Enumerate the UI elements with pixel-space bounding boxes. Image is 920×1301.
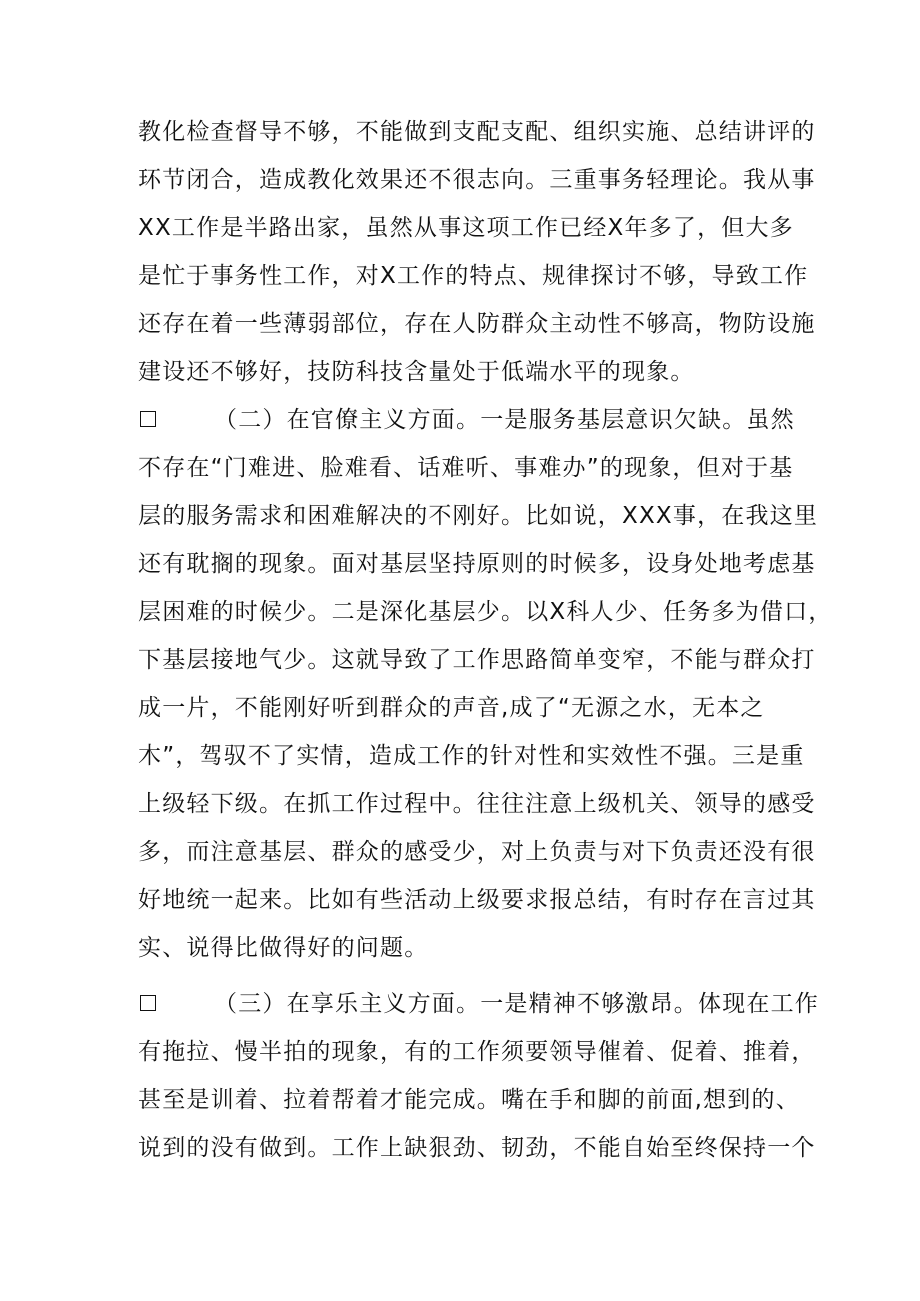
text-line: 多，而注意基层、群众的感受少，对上负责与对下负责还没有很 (138, 839, 816, 865)
text-line: 环节闭合，造成教化效果还不很志向。三重事务轻理论。我从事 (138, 167, 816, 193)
text-line: 建设还不够好，技防科技含量处于低端水平的现象。 (138, 359, 695, 385)
text-line: 层的服务需求和困难解决的不刚好。比如说，XXX事，在我这里 (138, 503, 819, 529)
checkbox-icon[interactable] (140, 995, 156, 1011)
text-line: XX工作是半路出家，虽然从事这项工作已经X年多了，但大多 (138, 215, 794, 241)
text-line: 甚至是训着、拉着帮着才能完成。嘴在手和脚的前面,想到的、 (138, 1087, 800, 1113)
text-line: 成一片，不能刚好听到群众的声音,成了“无源之水，无本之 (138, 695, 765, 721)
text-line: 还存在着一些薄弱部位，存在人防群众主动性不够高，物防设施 (138, 311, 816, 337)
text-line: 下基层接地气少。这就导致了工作思路简单变窄，不能与群众打 (138, 647, 816, 673)
text-line: 说到的没有做到。工作上缺狠劲、韧劲，不能自始至终保持一个 (138, 1135, 816, 1161)
section-heading-line: （二）在官僚主义方面。一是服务基层意识欠缺。虽然 (214, 407, 795, 433)
text-line: 实、说得比做得好的问题。 (138, 935, 429, 961)
checkbox-icon[interactable] (140, 411, 156, 427)
text-line: 有拖拉、慢半拍的现象，有的工作须要领导催着、促着、推着， (138, 1039, 816, 1065)
text-line: 木”，驾驭不了实情，造成工作的针对性和实效性不强。三是重 (138, 743, 805, 769)
text-line: 好地统一起来。比如有些活动上级要求报总结，有时存在言过其 (138, 887, 816, 913)
text-line: 上级轻下级。在抓工作过程中。往往注意上级机关、领导的感受 (138, 791, 816, 817)
text-line: 教化检查督导不够，不能做到支配支配、组织实施、总结讲评的 (138, 119, 816, 145)
text-line: 还有耽搁的现象。面对基层坚持原则的时候多，设身处地考虑基 (138, 551, 816, 577)
text-line: 是忙于事务性工作，对X工作的特点、规律探讨不够，导致工作 (138, 263, 809, 289)
text-line: 不存在“门难进、脸难看、话难听、事难办”的现象，但对于基 (138, 455, 794, 481)
text-line: 层困难的时候少。二是深化基层少。以X科人少、任务多为借口， (138, 599, 833, 625)
section-heading-line: （三）在享乐主义方面。一是精神不够激昂。体现在工作 (214, 991, 819, 1017)
